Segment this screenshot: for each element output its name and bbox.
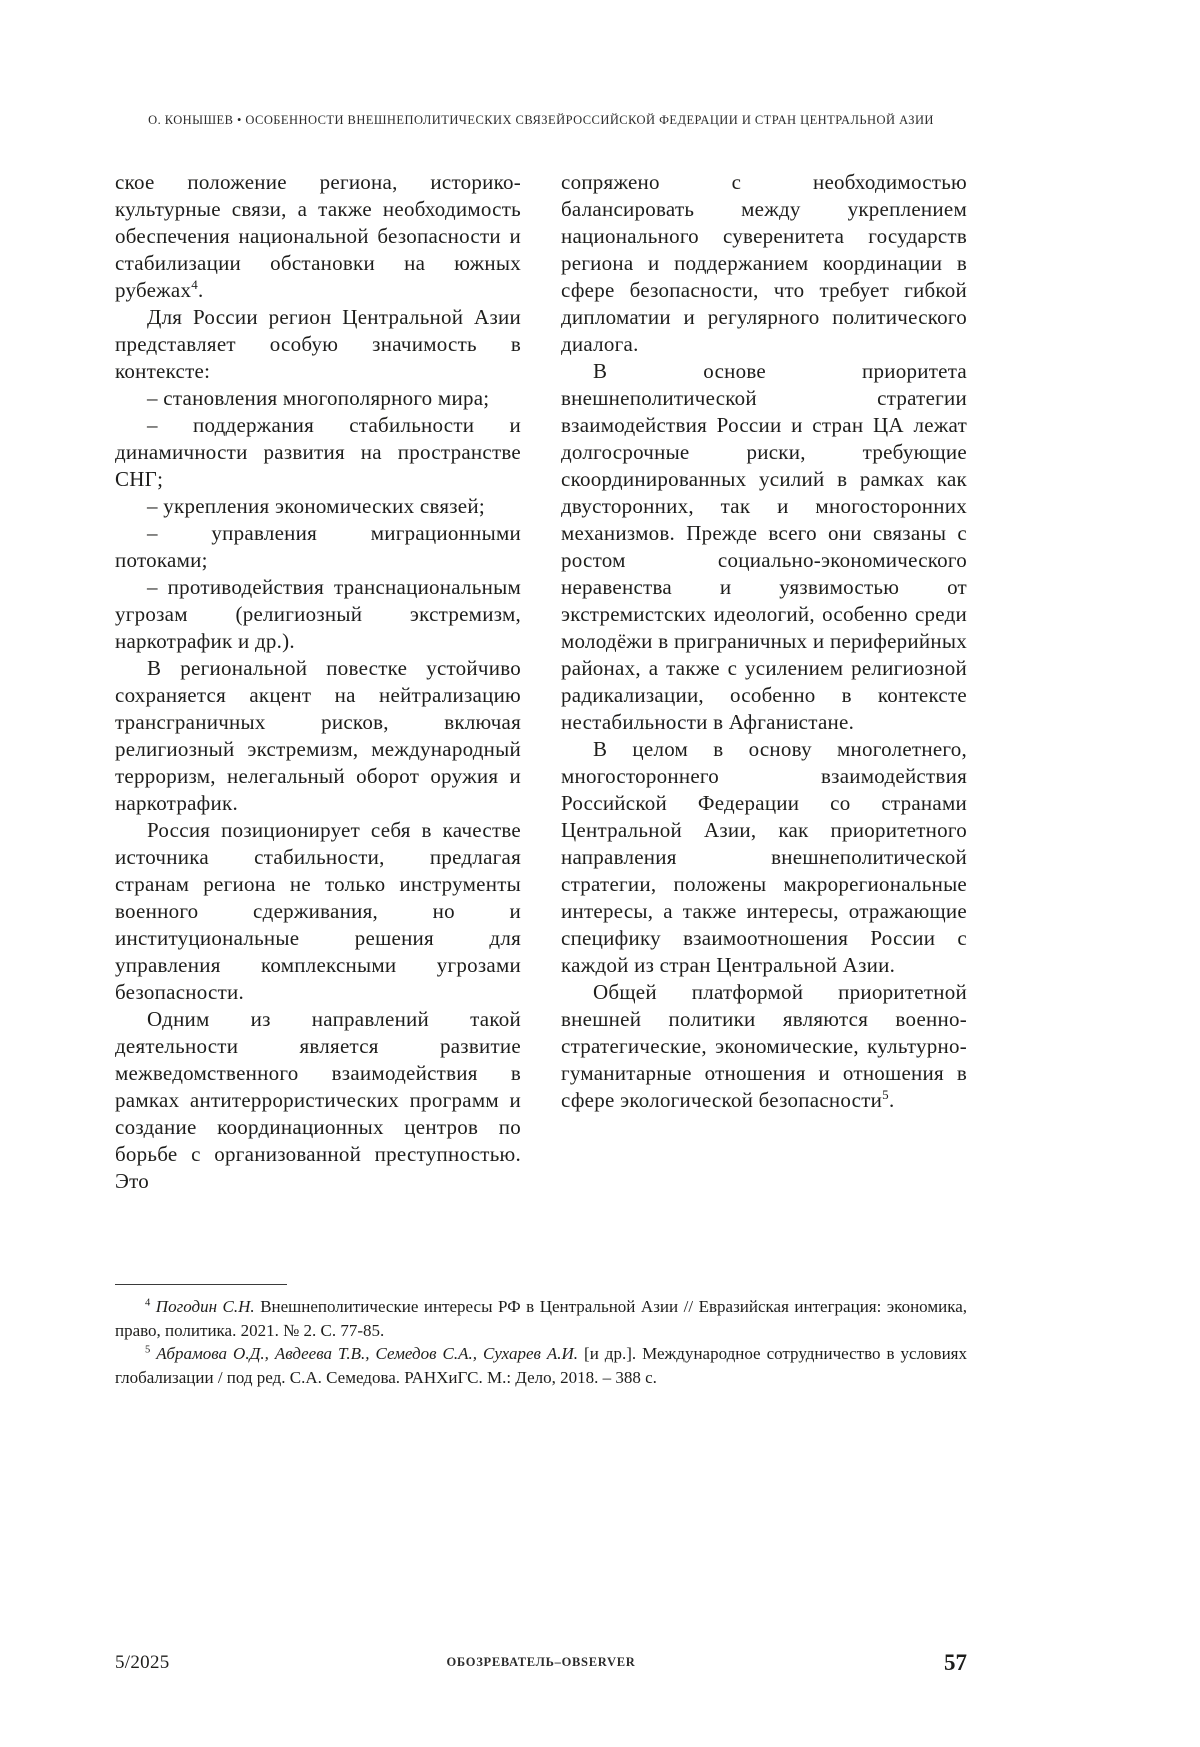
page-footer — [115, 1646, 967, 1676]
footnotes-section — [115, 1284, 967, 1389]
text-run: В основе приоритета внешнеполитической стратегии взаимодействия России и стран ЦА лежат долгосрочные риски, требующие скоординированных усилий в рамках как двусторонних, так и многосторонних механизмов. Прежде всего они связаны с ростом социально-экономического неравенства и уязвимостью от экстремистских идеологий, особенно среди молодёжи в приграничных и периферийных районах, а также с усилением религиозной радикализации, особенно в контексте нестабильности в Афганистане. — [561, 359, 967, 734]
text-run: сопряжено с необходимостью балансировать между укреплением национального суверенитета государств региона и поддержанием координации в сфере безопасности, что требует гибкой дипломатии и регулярного политического диалога. — [561, 170, 967, 356]
text-run: ское положение региона, историко-культурные связи, а также необходимость обеспечения национальной безопасности и стабилизации обстановки на южных рубежах — [115, 170, 521, 302]
text-run: Внешнеполитические интересы РФ в Центральной Азии // Евразийская интеграция: экономика, право, политика. 2021. № 2. С. 77-85. — [115, 1297, 967, 1340]
paragraph — [115, 169, 521, 304]
footnote-ref: 4 — [145, 1297, 151, 1309]
text-run: – противодействия транснациональным угрозам (религиозный экстремизм, наркотрафик и др.). — [115, 575, 521, 653]
paragraph — [115, 655, 521, 817]
text-run: . — [198, 278, 204, 302]
text-run: – укрепления экономических связей; — [147, 494, 485, 518]
running-header: О. КОНЫШЕВ • ОСОБЕННОСТИ ВНЕШНЕПОЛИТИЧЕСКИХ СВЯЗЕЙРОССИЙСКОЙ ФЕДЕРАЦИИ И СТРАН ЦЕНТРАЛЬНОЙ АЗИИ — [148, 113, 934, 127]
paragraph — [115, 493, 521, 520]
italic-run: Абрамова О.Д., Авдеева Т.В., Семедов С.А., Сухарев А.И. — [156, 1344, 579, 1363]
paragraph — [561, 169, 967, 358]
journal-name: ОБОЗРЕВАТЕЛЬ–OBSERVER — [446, 1655, 636, 1669]
footnote-ref: 4 — [191, 277, 199, 292]
footnote-separator — [115, 1284, 287, 1285]
paragraph — [561, 736, 967, 979]
text-run: В региональной повестке устойчиво сохраняется акцент на нейтрализацию трансграничных рисков, включая религиозный экстремизм, международный терроризм, нелегальный оборот оружия и наркотрафик. — [115, 656, 521, 815]
footnote — [115, 1295, 967, 1342]
column-right — [561, 169, 967, 1195]
footnote-ref: 5 — [882, 1087, 889, 1102]
paragraph — [561, 358, 967, 736]
article-body — [115, 169, 967, 1195]
paragraph — [115, 1006, 521, 1195]
footnote — [115, 1342, 967, 1389]
paragraph — [115, 574, 521, 655]
column-left — [115, 169, 521, 1195]
footnotes-list — [115, 1295, 967, 1389]
text-run: Общей платформой приоритетной внешней политики являются военно-стратегические, экономические, культурно-гуманитарные отношения и отношения в сфере экологической безопасности — [561, 980, 967, 1112]
issue-number: 5/2025 — [115, 1652, 170, 1673]
paragraph — [115, 817, 521, 1006]
italic-run: Погодин С.Н. — [155, 1297, 255, 1316]
text-run: – поддержания стабильности и динамичности развития на пространстве СНГ; — [115, 413, 521, 491]
paragraph — [115, 385, 521, 412]
text-run: Одним из направлений такой деятельности является развитие межведомственного взаимодействия в рамках антитеррористических программ и создание координационных центров по борьбе с организованной преступностью. Это — [115, 1007, 521, 1193]
paragraph — [561, 979, 967, 1114]
text-run: – управления миграционными потоками; — [115, 521, 521, 572]
text-run: Для России регион Центральной Азии представляет особую значимость в контексте: — [115, 305, 521, 383]
text-run: Россия позиционирует себя в качестве источника стабильности, предлагая странам региона не только инструменты военного сдерживания, но и институциональные решения для управления комплексными угрозами безопасности. — [115, 818, 521, 1004]
paragraph — [115, 412, 521, 493]
text-run: . — [888, 1088, 895, 1112]
text-run: – становления многополярного мира; — [147, 386, 490, 410]
footnote-ref: 5 — [145, 1344, 151, 1356]
text-run: [и др.]. Международное сотрудничество в условиях глобализации / под ред. С.А. Семедова. РАНХиГС. М.: Дело, 2018. – 388 с. — [115, 1344, 968, 1387]
paragraph — [115, 304, 521, 385]
text-run: В целом в основу многолетнего, многостороннего взаимодействия Российской Федерации со странами Центральной Азии, как приоритетного направления внешнеполитической стратегии, положены макрорегиональные интересы, а также интересы, отражающие специфику взаимоотношения России с каждой из стран Центральной Азии. — [561, 737, 967, 977]
page-number: 57 — [944, 1650, 967, 1675]
paragraph — [115, 520, 521, 574]
